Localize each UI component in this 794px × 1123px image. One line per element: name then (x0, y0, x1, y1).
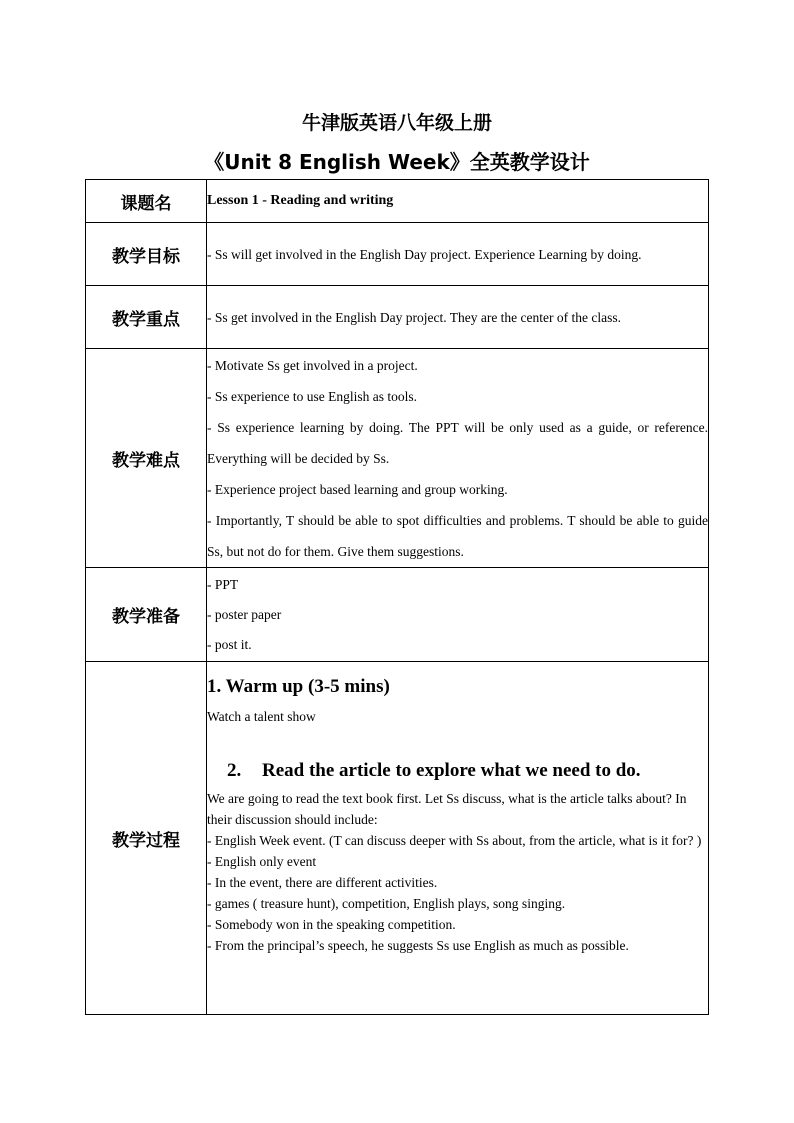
difficulty-item: - Importantly, T should be able to spot difficulties and problems. T should be able to guide Ss, but not do for them. Give them suggestions. (207, 512, 708, 559)
step2-number: 2. (227, 760, 242, 781)
step2-line: - In the event, there are different activities. (207, 875, 438, 890)
difficulty-item: - Experience project based learning and group working. (207, 481, 508, 497)
step2-line: - English only event (207, 854, 317, 869)
preparation-item: - post it. (207, 636, 252, 652)
difficulty-item: - Ss experience to use English as tools. (207, 388, 417, 404)
preparation-item: - poster paper (207, 606, 282, 622)
document-title: 牛津版英语八年级上册 (301, 112, 492, 134)
difficulty-item: - Ss experience learning by doing. The PPT will be only used as a guide, or reference. Everything will be decided by Ss. (207, 419, 708, 466)
key-points-text: - Ss get involved in the English Day project. They are the center of the class. (207, 309, 622, 325)
preparation-item: - PPT (207, 576, 239, 592)
topic-label: 课题名 (86, 180, 207, 223)
difficulties-label: 教学难点 (86, 349, 207, 568)
objectives-text: - Ss will get involved in the English Day project. Experience Learning by doing. (207, 246, 642, 262)
objectives-label: 教学目标 (86, 223, 207, 286)
topic-text: Lesson 1 - Reading and writing (207, 193, 394, 208)
step2-line: - English Week event. (T can discuss deeper with Ss about, from the article, what is it for? ) (207, 833, 702, 848)
preparation-label: 教学准备 (86, 568, 207, 662)
difficulty-item: - Motivate Ss get involved in a project. (207, 357, 418, 373)
step2-heading: Read the article to explore what we need to do. (262, 760, 641, 781)
step2-line: - games ( treasure hunt), competition, English plays, song singing. (207, 896, 566, 911)
key-points-label: 教学重点 (86, 286, 207, 349)
process-label: 教学过程 (86, 662, 207, 1015)
step2-line: - Somebody won in the speaking competition. (207, 917, 456, 932)
row-objectives (86, 223, 709, 286)
row-topic (86, 180, 709, 223)
step1-heading: 1. Warm up (3-5 mins) (207, 676, 390, 697)
row-difficulties (86, 349, 709, 568)
document-subtitle: 《Unit 8 English Week》全英教学设计 (204, 150, 590, 174)
lesson-plan-table (85, 179, 709, 1015)
row-preparation (86, 568, 709, 662)
step2-line: - From the principal’s speech, he suggests Ss use English as much as possible. (207, 938, 629, 953)
row-process (86, 662, 709, 1015)
step1-text: Watch a talent show (207, 709, 316, 724)
step2-heading-row (227, 756, 708, 786)
row-key-points (86, 286, 709, 349)
step2-line: We are going to read the text book first. Let Ss discuss, what is the article talks about? In their discussion should include: (207, 791, 687, 827)
